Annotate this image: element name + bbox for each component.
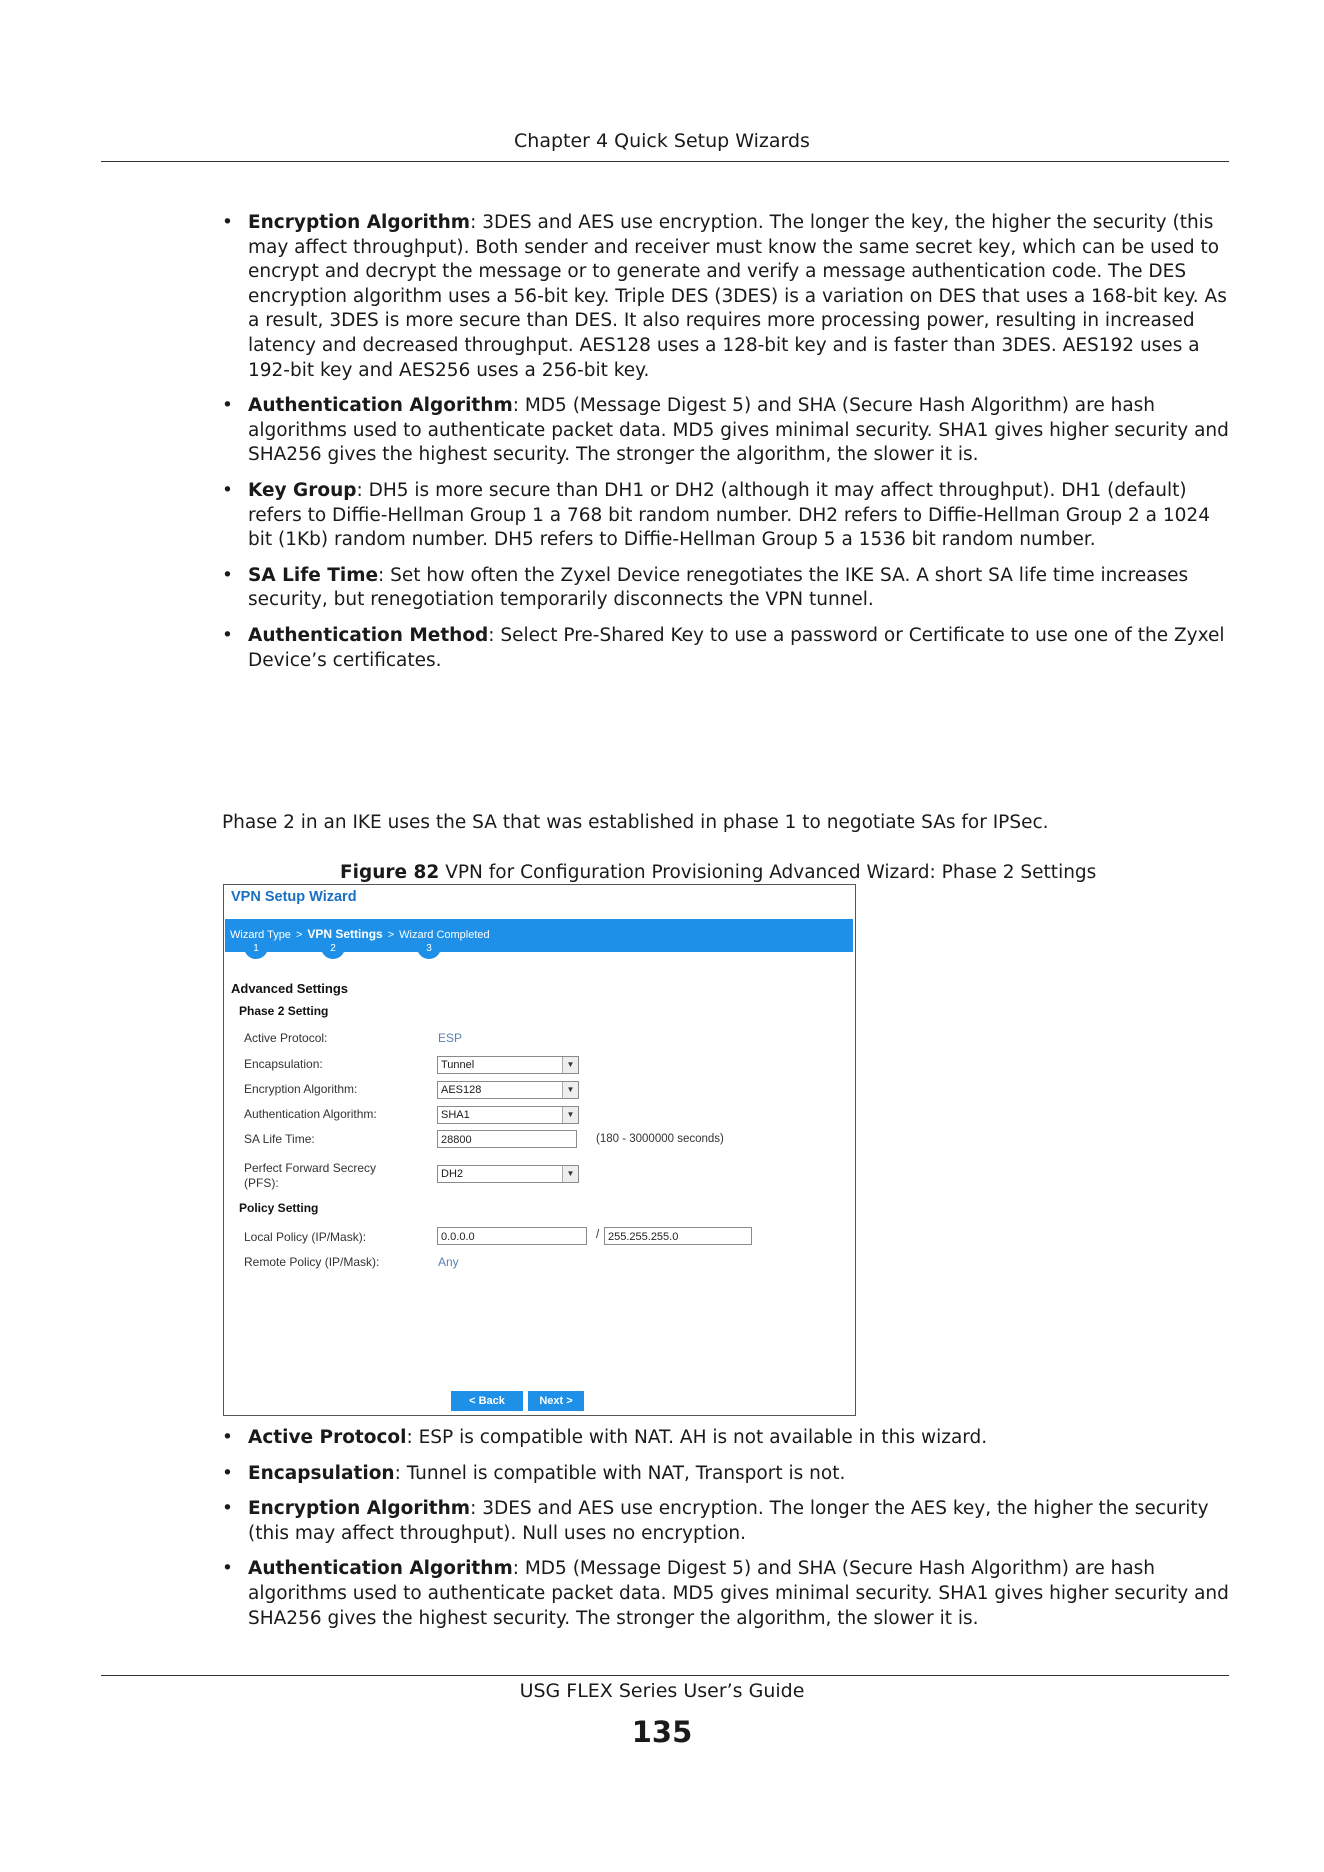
- next-button[interactable]: Next >: [528, 1391, 584, 1411]
- bullet-authentication-algorithm: • Authentication Algorithm: MD5 (Message Digest 5) and SHA (Secure Hash Algorithm) are hash algorithms used to authenticate packet data. MD5 gives minimal security. SHA1 gives higher security and SHA256 gives the highest security. The stronger the algorithm, the slower it is.: [222, 395, 1229, 466]
- wizard-breadcrumb: [230, 927, 490, 941]
- encapsulation-label: Encapsulation:: [244, 1057, 323, 1071]
- step-vpn-settings[interactable]: VPN Settings: [307, 927, 383, 941]
- remote-policy-label: Remote Policy (IP/Mask):: [244, 1255, 380, 1269]
- header-rule: [101, 161, 1229, 162]
- active-protocol-value: ESP: [438, 1031, 463, 1045]
- local-policy-ip-input[interactable]: 0.0.0.0: [437, 1227, 587, 1245]
- encryption-algorithm-label: Encryption Algorithm:: [244, 1082, 358, 1096]
- sa-life-time-hint: (180 - 3000000 seconds): [596, 1133, 724, 1145]
- bullet-authentication-method: • Authentication Method: Select Pre-Shared Key to use a password or Certificate to use one of the Zyxel Device’s certificates.: [222, 624, 1225, 671]
- active-protocol-label: Active Protocol:: [244, 1031, 328, 1045]
- step-wizard-completed[interactable]: Wizard Completed: [399, 929, 490, 941]
- encryption-algorithm-select[interactable]: AES128 ▼: [437, 1081, 579, 1099]
- sa-life-time-label: SA Life Time:: [244, 1132, 315, 1146]
- footer-rule: [101, 1675, 1229, 1676]
- bullet-authentication-algorithm-phase2: • Authentication Algorithm: MD5 (Message Digest 5) and SHA (Secure Hash Algorithm) are hash algorithms used to authenticate packet data. MD5 gives minimal security. SHA1 gives higher security and SHA256 gives the highest security. The stronger the algorithm, the slower it is.: [222, 1558, 1229, 1629]
- figure-caption: [340, 862, 1096, 883]
- remote-policy-value: Any: [438, 1255, 459, 1269]
- sa-life-time-input[interactable]: 28800: [437, 1130, 577, 1148]
- authentication-algorithm-select[interactable]: SHA1 ▼: [437, 1106, 579, 1124]
- page-number: 135: [631, 1715, 693, 1749]
- wizard-title: VPN Setup Wizard: [231, 889, 357, 905]
- bullet-encapsulation: • Encapsulation: Tunnel is compatible with NAT, Transport is not.: [222, 1462, 846, 1484]
- chevron-down-icon: ▼: [562, 1107, 578, 1123]
- phase2-bullet-list: [222, 1426, 1232, 1642]
- bullet-key-group: • Key Group: DH5 is more secure than DH1 or DH2 (although it may affect throughput). DH1 (default) refers to Diffie-Hellman Group 1 a 768 bit random number. DH2 refers to Diffie-Hellman Group 2 a 1024 bit (1Kb) random number. DH5 refers to Diffie-Hellman Group 5 a 1536 bit random number.: [222, 479, 1210, 551]
- step-number-3: 3: [417, 942, 441, 959]
- step-number-1: 1: [244, 942, 268, 959]
- pfs-label: Perfect Forward Secrecy (PFS):: [244, 1161, 377, 1190]
- step-wizard-type[interactable]: Wizard Type: [230, 929, 291, 941]
- phase2-setting-heading: Phase 2 Setting: [239, 1004, 329, 1018]
- local-policy-label: Local Policy (IP/Mask):: [244, 1230, 367, 1244]
- step-number-2: 2: [321, 942, 345, 959]
- figure-title: VPN for Configuration Provisioning Advanced Wizard: Phase 2 Settings: [445, 862, 1097, 883]
- local-policy-separator: /: [596, 1229, 600, 1241]
- figure-label: Figure 82: [340, 862, 440, 883]
- chapter-header: Chapter 4 Quick Setup Wizards: [514, 130, 810, 152]
- vpn-setup-wizard: [223, 884, 856, 1416]
- chevron-down-icon: ▼: [562, 1082, 578, 1098]
- guide-title: USG FLEX Series User’s Guide: [519, 1680, 805, 1702]
- chevron-right-icon: >: [295, 929, 303, 941]
- encapsulation-select[interactable]: Tunnel ▼: [437, 1056, 579, 1074]
- bullet-encryption-algorithm: • Encryption Algorithm: 3DES and AES use encryption. The longer the key, the higher the security (this may affect throughput). Both sender and receiver must know the same secret key, which can be used to encrypt and decrypt the message or to generate and verify a message authentication code. The DES encryption algorithm uses a 56-bit key. Triple DES (3DES) is a variation on DES that uses a 168-bit key. As a result, 3DES is more secure than DES. It also requires more processing power, resulting in increased latency and decreased throughput. AES128 uses a 128-bit key and is faster than 3DES. AES192 uses a 192-bit key and AES256 uses a 256-bit key.: [222, 212, 1227, 381]
- back-button[interactable]: < Back: [451, 1391, 523, 1411]
- chevron-down-icon: ▼: [562, 1166, 578, 1182]
- bullet-encryption-algorithm-phase2: • Encryption Algorithm: 3DES and AES use encryption. The longer the AES key, the higher the security (this may affect throughput). Null uses no encryption.: [222, 1498, 1209, 1544]
- bullet-active-protocol: • Active Protocol: ESP is compatible with NAT. AH is not available in this wizard.: [222, 1427, 988, 1448]
- policy-setting-heading: Policy Setting: [239, 1201, 319, 1215]
- phase1-bullet-list: [222, 211, 1232, 684]
- phase2-intro: Phase 2 in an IKE uses the SA that was established in phase 1 to negotiate SAs for IPSec.: [222, 812, 1049, 833]
- chevron-right-icon: >: [387, 929, 395, 941]
- local-policy-mask-input[interactable]: 255.255.255.0: [604, 1227, 752, 1245]
- bullet-sa-life-time: • SA Life Time: Set how often the Zyxel Device renegotiates the IKE SA. A short SA life time increases security, but renegotiation temporarily disconnects the VPN tunnel.: [222, 564, 1189, 611]
- advanced-settings-heading: Advanced Settings: [231, 981, 349, 996]
- pfs-select[interactable]: DH2 ▼: [437, 1165, 579, 1183]
- authentication-algorithm-label: Authentication Algorithm:: [244, 1107, 377, 1121]
- wizard-progress-bar: [225, 919, 853, 952]
- chevron-down-icon: ▼: [562, 1057, 578, 1073]
